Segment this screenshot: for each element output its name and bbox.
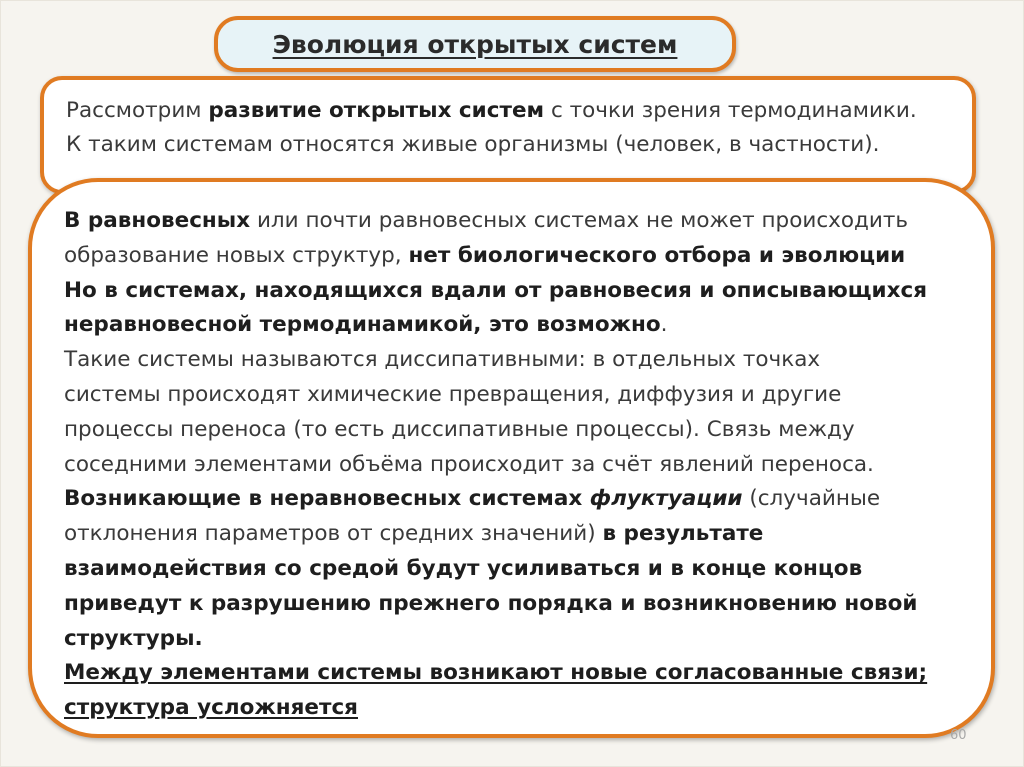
bold-italic-text: флуктуации <box>589 486 743 512</box>
bold-text: нет биологического отбора и эволюции <box>408 242 906 268</box>
intro-line-1 <box>66 94 972 128</box>
main-line-2 <box>64 239 991 274</box>
text: . <box>660 312 668 338</box>
main-line-10 <box>64 517 991 552</box>
text: (случайные <box>742 486 881 512</box>
main-line-6: системы происходят химические превращения, диффузия и другие <box>64 381 842 407</box>
main-line-5: Такие системы называются диссипативными: в отдельных точках <box>64 347 821 373</box>
main-line-15: структура усложняется <box>64 695 358 721</box>
bold-text: В равновесных <box>64 208 251 233</box>
main-line-14: Между элементами системы возникают новые согласованные связи; <box>64 660 928 686</box>
main-text-box <box>28 178 995 738</box>
bold-text: Возникающие в неравновесных системах <box>64 486 590 512</box>
title-box <box>214 16 736 72</box>
intro-bold-text: развитие открытых систем <box>208 98 545 123</box>
bold-text: в результате <box>602 521 764 547</box>
main-line-8: соседними элементами объёма происходит за счёт явлений переноса. <box>64 451 874 477</box>
main-line-3: Но в системах, находящихся вдали от равновесия и описывающихся <box>64 277 928 303</box>
intro-box <box>40 76 976 194</box>
main-line-4 <box>64 308 991 343</box>
main-line-7: процессы переноса (то есть диссипативные процессы). Связь между <box>64 416 855 442</box>
intro-line-2: К таким системам относятся живые организмы (человек, в частности). <box>66 132 880 157</box>
text: или почти равновесных системах не может происходить <box>250 208 909 233</box>
text: образование новых структур, <box>64 242 409 268</box>
slide-title: Эволюция открытых систем <box>272 29 678 59</box>
main-line-1 <box>64 204 991 239</box>
main-line-9 <box>64 482 991 517</box>
main-line-12: приведут к разрушению прежнего порядка и возникновению новой <box>64 590 918 616</box>
page-number: 60 <box>950 728 967 743</box>
text: отклонения параметров от средних значений) <box>64 521 603 547</box>
intro-text: с точки зрения термодинамики. <box>544 98 917 123</box>
main-line-11: взаимодействия со средой будут усиливаться и в конце концов <box>64 555 863 581</box>
main-line-13: структуры. <box>64 625 203 651</box>
intro-text: Рассмотрим <box>66 98 209 123</box>
bold-text: неравновесной термодинамикой, это возможно <box>64 312 661 338</box>
